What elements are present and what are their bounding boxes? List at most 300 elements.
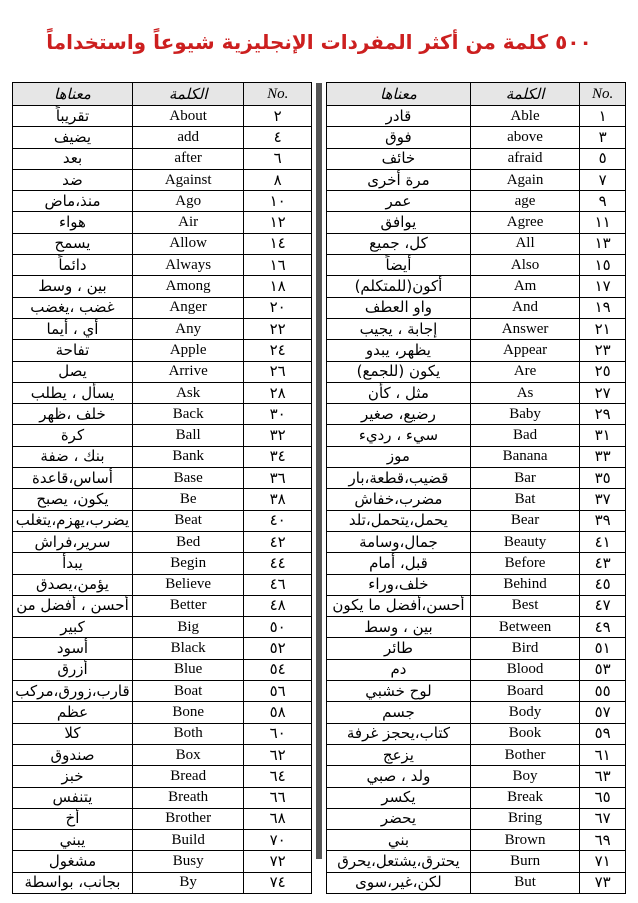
table-row <box>13 340 312 361</box>
table-row <box>13 382 312 403</box>
number-cell: ٥٦ <box>244 681 312 702</box>
table-row <box>327 702 626 723</box>
meaning-cell: أساس،قاعدة <box>13 468 133 489</box>
table-row <box>327 872 626 893</box>
word-cell: As <box>470 382 579 403</box>
word-cell: Back <box>132 404 243 425</box>
table-row <box>13 531 312 552</box>
meaning-cell: يسأل ، يطلب <box>13 382 133 403</box>
meaning-cell: يحترق،يشتعل،يحرق <box>327 851 471 872</box>
word-cell: Begin <box>132 553 243 574</box>
meaning-cell: دائماً <box>13 255 133 276</box>
word-cell: All <box>470 233 579 254</box>
meaning-cell: كل، جميع <box>327 233 471 254</box>
word-cell: Book <box>470 723 579 744</box>
table-row <box>327 510 626 531</box>
word-cell: Behind <box>470 574 579 595</box>
meaning-cell: يضيف <box>13 127 133 148</box>
meaning-cell: يسمح <box>13 233 133 254</box>
word-cell: Are <box>470 361 579 382</box>
meaning-cell: كتاب،يحجز غرفة <box>327 723 471 744</box>
number-cell: ٥ <box>580 148 626 169</box>
number-cell: ٧١ <box>580 851 626 872</box>
table-row <box>327 617 626 638</box>
table-row <box>327 127 626 148</box>
word-cell: Black <box>132 638 243 659</box>
table-row <box>327 595 626 616</box>
number-cell: ٥٧ <box>580 702 626 723</box>
number-cell: ٤٠ <box>244 510 312 531</box>
word-cell: Ball <box>132 425 243 446</box>
word-cell: Break <box>470 787 579 808</box>
table-row <box>13 212 312 233</box>
number-cell: ٣٢ <box>244 425 312 446</box>
meaning-cell: مرة أخرى <box>327 169 471 190</box>
meaning-cell: تقريباً <box>13 106 133 127</box>
meaning-cell: سيء ، رديء <box>327 425 471 446</box>
word-cell: Breath <box>132 787 243 808</box>
table-header-row <box>13 83 312 106</box>
table-row <box>13 169 312 190</box>
meaning-cell: يؤمن،يصدق <box>13 574 133 595</box>
word-cell: Apple <box>132 340 243 361</box>
table-row <box>327 787 626 808</box>
meaning-cell: بجانب، بواسطة <box>13 872 133 893</box>
word-cell: Always <box>132 255 243 276</box>
meaning-cell: يبدأ <box>13 553 133 574</box>
number-cell: ٨ <box>244 169 312 190</box>
word-cell: Best <box>470 595 579 616</box>
meaning-cell: غضب ،يغضب <box>13 297 133 318</box>
number-cell: ٦٦ <box>244 787 312 808</box>
table-row <box>327 638 626 659</box>
table-row <box>13 318 312 339</box>
number-cell: ٢٥ <box>580 361 626 382</box>
word-cell: Bird <box>470 638 579 659</box>
table-row <box>13 468 312 489</box>
meaning-cell: كبير <box>13 617 133 638</box>
meaning-cell: واو العطف <box>327 297 471 318</box>
number-cell: ٥١ <box>580 638 626 659</box>
table-row <box>327 148 626 169</box>
word-cell: Both <box>132 723 243 744</box>
meaning-cell: هواء <box>13 212 133 233</box>
number-cell: ٧٠ <box>244 830 312 851</box>
meaning-cell: عظم <box>13 702 133 723</box>
number-cell: ٤٩ <box>580 617 626 638</box>
table-row <box>327 681 626 702</box>
number-cell: ٩ <box>580 191 626 212</box>
meaning-cell: تفاحة <box>13 340 133 361</box>
number-cell: ٢٦ <box>244 361 312 382</box>
word-header: الكلمة <box>132 83 243 106</box>
meaning-cell: قارب،زورق،مركب <box>13 681 133 702</box>
number-cell: ٣٩ <box>580 510 626 531</box>
number-cell: ٣٠ <box>244 404 312 425</box>
right-table-body <box>327 106 626 894</box>
word-cell: Anger <box>132 297 243 318</box>
number-cell: ٢٧ <box>580 382 626 403</box>
meaning-cell: ولد ، صبي <box>327 766 471 787</box>
meaning-cell: يصل <box>13 361 133 382</box>
word-cell: Believe <box>132 574 243 595</box>
table-row <box>327 553 626 574</box>
word-cell: But <box>470 872 579 893</box>
table-row <box>13 787 312 808</box>
word-cell: Banana <box>470 446 579 467</box>
number-cell: ٤١ <box>580 531 626 552</box>
word-cell: Answer <box>470 318 579 339</box>
word-cell: Bring <box>470 808 579 829</box>
meaning-cell: بين ، وسط <box>13 276 133 297</box>
number-cell: ٢٨ <box>244 382 312 403</box>
word-cell: Also <box>470 255 579 276</box>
number-cell: ٧٢ <box>244 851 312 872</box>
meaning-cell: خبز <box>13 766 133 787</box>
table-row <box>13 297 312 318</box>
word-cell: Allow <box>132 233 243 254</box>
table-row <box>327 382 626 403</box>
word-cell: age <box>470 191 579 212</box>
number-cell: ١٣ <box>580 233 626 254</box>
word-cell: Ago <box>132 191 243 212</box>
table-row <box>327 361 626 382</box>
word-cell: About <box>132 106 243 127</box>
word-cell: Better <box>132 595 243 616</box>
table-row <box>13 255 312 276</box>
meaning-cell: قادر <box>327 106 471 127</box>
meaning-cell: لكن،غير،سوى <box>327 872 471 893</box>
word-cell: Blood <box>470 659 579 680</box>
number-cell: ١٧ <box>580 276 626 297</box>
meaning-cell: يضرب،يهزم،يتغلب <box>13 510 133 531</box>
word-cell: Baby <box>470 404 579 425</box>
table-row <box>13 830 312 851</box>
meaning-cell: خلف،وراء <box>327 574 471 595</box>
number-cell: ٢ <box>244 106 312 127</box>
column-divider <box>316 83 322 859</box>
meaning-cell: جمال،وسامة <box>327 531 471 552</box>
number-cell: ٥٢ <box>244 638 312 659</box>
number-cell: ٢٤ <box>244 340 312 361</box>
table-row <box>327 468 626 489</box>
table-row <box>13 510 312 531</box>
word-cell: Boat <box>132 681 243 702</box>
table-row <box>327 531 626 552</box>
number-cell: ٢٩ <box>580 404 626 425</box>
number-cell: ٦ <box>244 148 312 169</box>
table-row <box>327 212 626 233</box>
table-row <box>13 744 312 765</box>
number-cell: ٦٠ <box>244 723 312 744</box>
number-cell: ٦٩ <box>580 830 626 851</box>
number-cell: ٥٠ <box>244 617 312 638</box>
word-cell: Bear <box>470 510 579 531</box>
meaning-cell: أحسن ، أفضل من <box>13 595 133 616</box>
number-cell: ٧٤ <box>244 872 312 893</box>
table-row <box>13 595 312 616</box>
number-cell: ٧٣ <box>580 872 626 893</box>
word-cell: Ask <box>132 382 243 403</box>
number-cell: ١٠ <box>244 191 312 212</box>
number-cell: ١٢ <box>244 212 312 233</box>
word-cell: Beauty <box>470 531 579 552</box>
word-cell: By <box>132 872 243 893</box>
word-cell: above <box>470 127 579 148</box>
word-cell: Against <box>132 169 243 190</box>
number-cell: ٤٣ <box>580 553 626 574</box>
number-cell: ٣٥ <box>580 468 626 489</box>
meaning-cell: خائف <box>327 148 471 169</box>
word-cell: Among <box>132 276 243 297</box>
word-cell: Build <box>132 830 243 851</box>
table-row <box>327 744 626 765</box>
table-row <box>13 681 312 702</box>
word-cell: Burn <box>470 851 579 872</box>
meaning-cell: أحسن،أفضل ما يكون <box>327 595 471 616</box>
word-cell: Bar <box>470 468 579 489</box>
table-row <box>327 574 626 595</box>
table-row <box>327 276 626 297</box>
number-cell: ٤ <box>244 127 312 148</box>
number-cell: ٤٦ <box>244 574 312 595</box>
meaning-cell: كرة <box>13 425 133 446</box>
table-row <box>13 404 312 425</box>
number-cell: ١٦ <box>244 255 312 276</box>
table-row <box>13 617 312 638</box>
word-cell: Be <box>132 489 243 510</box>
vocab-table-left <box>12 82 312 894</box>
meaning-cell: عمر <box>327 191 471 212</box>
number-cell: ١٨ <box>244 276 312 297</box>
table-row <box>13 425 312 446</box>
table-row <box>327 297 626 318</box>
table-row <box>327 425 626 446</box>
number-cell: ٣٣ <box>580 446 626 467</box>
meaning-header: معناها <box>327 83 471 106</box>
table-row <box>13 638 312 659</box>
table-row <box>327 255 626 276</box>
vocabulary-tables <box>12 82 626 892</box>
number-cell: ٤٨ <box>244 595 312 616</box>
word-cell: Am <box>470 276 579 297</box>
table-row <box>13 723 312 744</box>
meaning-cell: يكسر <box>327 787 471 808</box>
number-header: No. <box>580 83 626 106</box>
word-cell: Boy <box>470 766 579 787</box>
table-row <box>13 361 312 382</box>
word-cell: Arrive <box>132 361 243 382</box>
number-cell: ١٩ <box>580 297 626 318</box>
left-table-body <box>13 106 312 894</box>
meaning-cell: لوح خشبي <box>327 681 471 702</box>
word-cell: Between <box>470 617 579 638</box>
table-row <box>327 191 626 212</box>
number-cell: ٥٩ <box>580 723 626 744</box>
word-cell: add <box>132 127 243 148</box>
number-cell: ١٤ <box>244 233 312 254</box>
number-cell: ٧ <box>580 169 626 190</box>
table-row <box>13 702 312 723</box>
table-row <box>13 553 312 574</box>
table-row <box>13 106 312 127</box>
number-cell: ٣٨ <box>244 489 312 510</box>
number-cell: ٢١ <box>580 318 626 339</box>
meaning-cell: إجابة ، يجيب <box>327 318 471 339</box>
meaning-cell: أزرق <box>13 659 133 680</box>
number-cell: ٦٣ <box>580 766 626 787</box>
meaning-cell: دم <box>327 659 471 680</box>
number-cell: ٤٤ <box>244 553 312 574</box>
number-cell: ١ <box>580 106 626 127</box>
table-row <box>13 276 312 297</box>
table-row <box>327 851 626 872</box>
meaning-cell: مثل ، كأن <box>327 382 471 403</box>
table-row <box>13 446 312 467</box>
word-cell: Any <box>132 318 243 339</box>
number-cell: ٣١ <box>580 425 626 446</box>
number-cell: ٢٢ <box>244 318 312 339</box>
number-cell: ٦٧ <box>580 808 626 829</box>
number-cell: ٣٤ <box>244 446 312 467</box>
table-row <box>13 489 312 510</box>
meaning-cell: أكون(للمتكلم) <box>327 276 471 297</box>
meaning-cell: يكون (للجمع) <box>327 361 471 382</box>
table-row <box>13 872 312 893</box>
meaning-cell: فوق <box>327 127 471 148</box>
word-cell: Bother <box>470 744 579 765</box>
number-cell: ٦٥ <box>580 787 626 808</box>
word-cell: Bread <box>132 766 243 787</box>
meaning-cell: بني <box>327 830 471 851</box>
meaning-cell: طائر <box>327 638 471 659</box>
number-cell: ٣٧ <box>580 489 626 510</box>
number-cell: ٥٤ <box>244 659 312 680</box>
meaning-cell: رضيع، صغير <box>327 404 471 425</box>
word-cell: Before <box>470 553 579 574</box>
number-cell: ٥٥ <box>580 681 626 702</box>
meaning-cell: أيضاً <box>327 255 471 276</box>
meaning-cell: أخ <box>13 808 133 829</box>
word-cell: Appear <box>470 340 579 361</box>
meaning-cell: يوافق <box>327 212 471 233</box>
number-cell: ٢٠ <box>244 297 312 318</box>
number-cell: ٣ <box>580 127 626 148</box>
meaning-cell: قضيب،قطعة،بار <box>327 468 471 489</box>
table-row <box>327 659 626 680</box>
word-cell: Brown <box>470 830 579 851</box>
word-cell: Bat <box>470 489 579 510</box>
number-cell: ٦٢ <box>244 744 312 765</box>
meaning-cell: يحضر <box>327 808 471 829</box>
table-row <box>13 808 312 829</box>
meaning-header: معناها <box>13 83 133 106</box>
meaning-cell: يظهر، يبدو <box>327 340 471 361</box>
word-cell: Able <box>470 106 579 127</box>
table-row <box>327 169 626 190</box>
table-row <box>13 574 312 595</box>
word-cell: Bad <box>470 425 579 446</box>
table-row <box>327 489 626 510</box>
number-cell: ١٥ <box>580 255 626 276</box>
meaning-cell: أي ، أيما <box>13 318 133 339</box>
number-cell: ٥٣ <box>580 659 626 680</box>
number-cell: ٣٦ <box>244 468 312 489</box>
number-cell: ٤٧ <box>580 595 626 616</box>
meaning-cell: كلا <box>13 723 133 744</box>
table-row <box>327 446 626 467</box>
word-cell: Base <box>132 468 243 489</box>
word-cell: Agree <box>470 212 579 233</box>
word-cell: Beat <box>132 510 243 531</box>
word-cell: after <box>132 148 243 169</box>
number-cell: ٤٥ <box>580 574 626 595</box>
meaning-cell: ضد <box>13 169 133 190</box>
table-row <box>327 830 626 851</box>
word-cell: Box <box>132 744 243 765</box>
page-title: ٥٠٠ كلمة من أكثر المفردات الإنجليزية شيوعاً واستخداماً <box>46 30 592 54</box>
table-row <box>13 191 312 212</box>
meaning-cell: مضرب،خفاش <box>327 489 471 510</box>
table-row <box>327 808 626 829</box>
meaning-cell: قبل، أمام <box>327 553 471 574</box>
table-header-row <box>327 83 626 106</box>
meaning-cell: موز <box>327 446 471 467</box>
meaning-cell: صندوق <box>13 744 133 765</box>
vocab-table-right <box>326 82 626 894</box>
word-cell: Bone <box>132 702 243 723</box>
table-row <box>327 106 626 127</box>
table-row <box>13 659 312 680</box>
word-cell: Blue <box>132 659 243 680</box>
number-cell: ٦٤ <box>244 766 312 787</box>
meaning-cell: يتنفس <box>13 787 133 808</box>
number-cell: ٦٨ <box>244 808 312 829</box>
word-cell: Body <box>470 702 579 723</box>
number-cell: ٤٢ <box>244 531 312 552</box>
meaning-cell: يكون، يصبح <box>13 489 133 510</box>
number-header: No. <box>244 83 312 106</box>
word-cell: afraid <box>470 148 579 169</box>
table-row <box>13 766 312 787</box>
meaning-cell: جسم <box>327 702 471 723</box>
table-row <box>327 318 626 339</box>
meaning-cell: منذ،ماض <box>13 191 133 212</box>
word-cell: Bed <box>132 531 243 552</box>
word-cell: Again <box>470 169 579 190</box>
word-header: الكلمة <box>470 83 579 106</box>
table-row <box>13 851 312 872</box>
table-row <box>327 766 626 787</box>
table-row <box>327 233 626 254</box>
word-cell: And <box>470 297 579 318</box>
meaning-cell: أسود <box>13 638 133 659</box>
meaning-cell: يبني <box>13 830 133 851</box>
number-cell: ٢٣ <box>580 340 626 361</box>
table-row <box>13 233 312 254</box>
number-cell: ٥٨ <box>244 702 312 723</box>
word-cell: Busy <box>132 851 243 872</box>
table-row <box>327 404 626 425</box>
word-cell: Big <box>132 617 243 638</box>
meaning-cell: يزعج <box>327 744 471 765</box>
word-cell: Brother <box>132 808 243 829</box>
meaning-cell: يحمل،يتحمل،تلد <box>327 510 471 531</box>
word-cell: Air <box>132 212 243 233</box>
table-row <box>13 127 312 148</box>
meaning-cell: بين ، وسط <box>327 617 471 638</box>
meaning-cell: بنك ، ضفة <box>13 446 133 467</box>
